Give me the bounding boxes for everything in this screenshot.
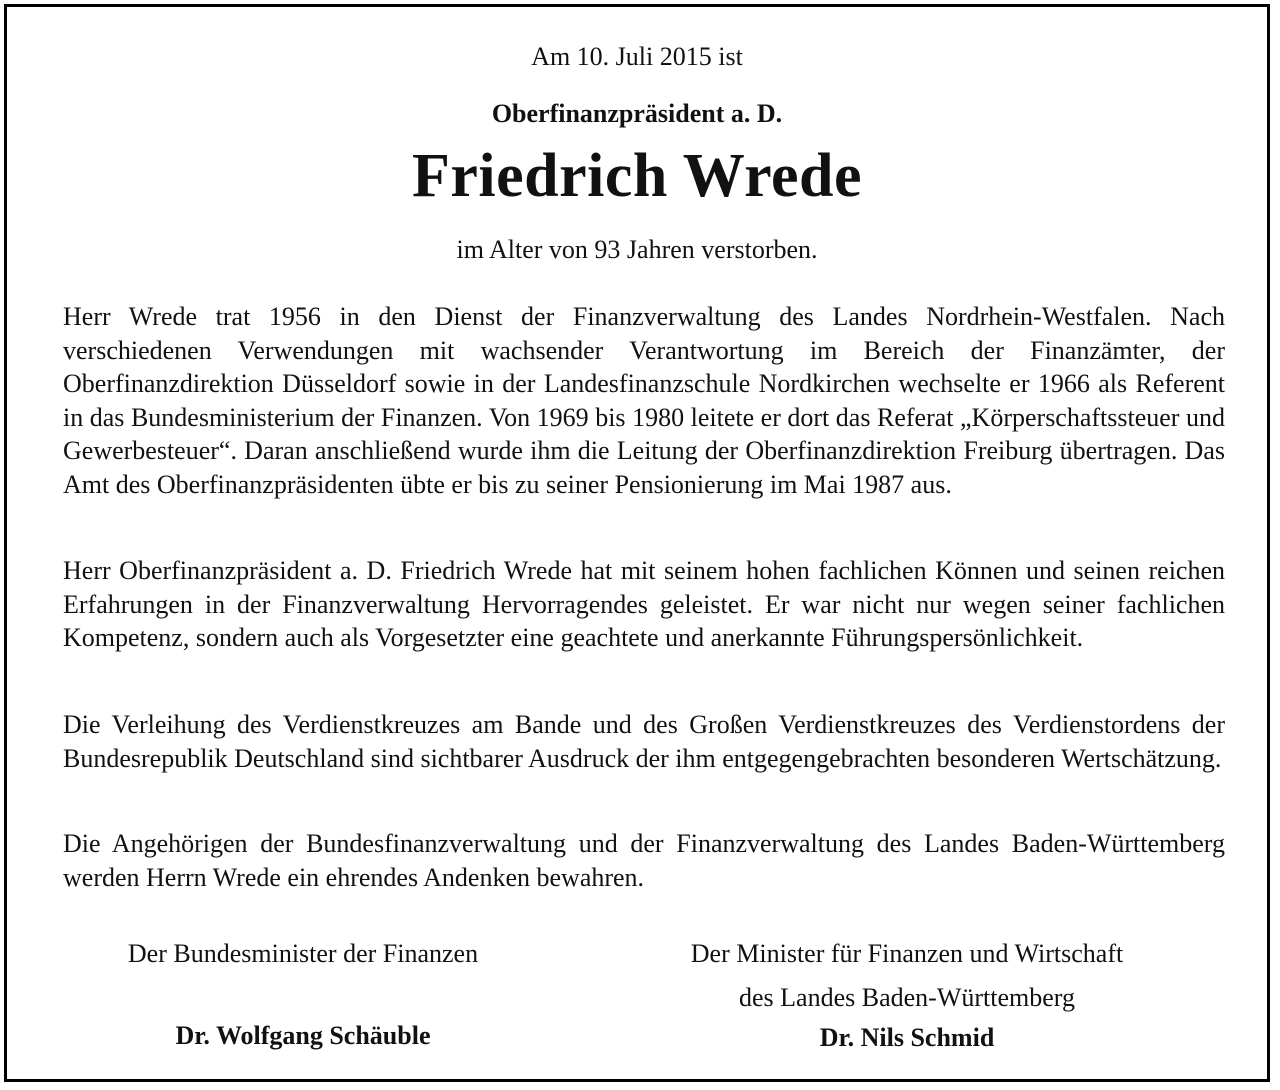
signature-left-name: Dr. Wolfgang Schäuble — [175, 1021, 431, 1050]
signature-left-title: Der Bundesminister der Finanzen — [127, 939, 479, 968]
obituary-notice — [4, 4, 1270, 1082]
paragraph-achievements: Herr Oberfinanzpräsident a. D. Friedrich Wrede hat mit seinem hohen fachlichen Können und seinen reichen Erfahrungen in der Finanzverwaltung Hervorragendes geleistet. Er war nicht nur wegen seiner fachlichen Kompetenz, sondern auch als Vorgesetzter eine geachtete und anerkannte Führungspersönlichkeit. — [63, 556, 1225, 653]
signature-right-name: Dr. Nils Schmid — [819, 1023, 995, 1052]
signature-right-title-line1: Der Minister für Finanzen und Wirtschaft — [690, 939, 1124, 968]
paragraph-career: Herr Wrede trat 1956 in den Dienst der Finanzverwaltung des Landes Nordrhein-Westfalen. Nach verschiedenen Verwendungen mit wachsender Verantwortung im Bereich der Finanzämter, der Oberfinanzdirektion Düsseldorf sowie in der Landesfinanzschule Nordkirchen wechselte er 1966 als Referent in das Bundesministerium der Finanzen. Von 1969 bis 1980 leitete er dort das Referat „Körperschaftssteuer und Gewerbesteuer“. Daran anschließend wurde ihm die Leitung der Oberfinanzdirektion Freiburg übertragen. Das Amt des Oberfinanzpräsidenten übte er bis zu seiner Pensionierung im Mai 1987 aus. — [63, 302, 1225, 499]
deceased-name: Friedrich Wrede — [411, 142, 863, 210]
intro-line: Am 10. Juli 2015 ist — [531, 42, 743, 71]
paragraph-remembrance: Die Angehörigen der Bundesfinanzverwaltung und der Finanzverwaltung des Landes Baden-Württemberg werden Herrn Wrede ein ehrendes Andenken bewahren. — [63, 829, 1225, 892]
signature-right — [627, 933, 1187, 1052]
paragraph-honors: Die Verleihung des Verdienstkreuzes am Bande und des Großen Verdienstkreuzes des Verdienstordens der Bundesrepublik Deutschland sind sichtbarer Ausdruck der ihm entgegengebrachten besonderen Wertschätzung. — [63, 710, 1225, 773]
age-line: im Alter von 93 Jahren verstorben. — [456, 235, 818, 264]
signature-left — [83, 933, 523, 1050]
rank-title: Oberfinanzpräsident a. D. — [491, 99, 783, 128]
signature-right-title-line2: des Landes Baden-Württemberg — [739, 983, 1075, 1012]
